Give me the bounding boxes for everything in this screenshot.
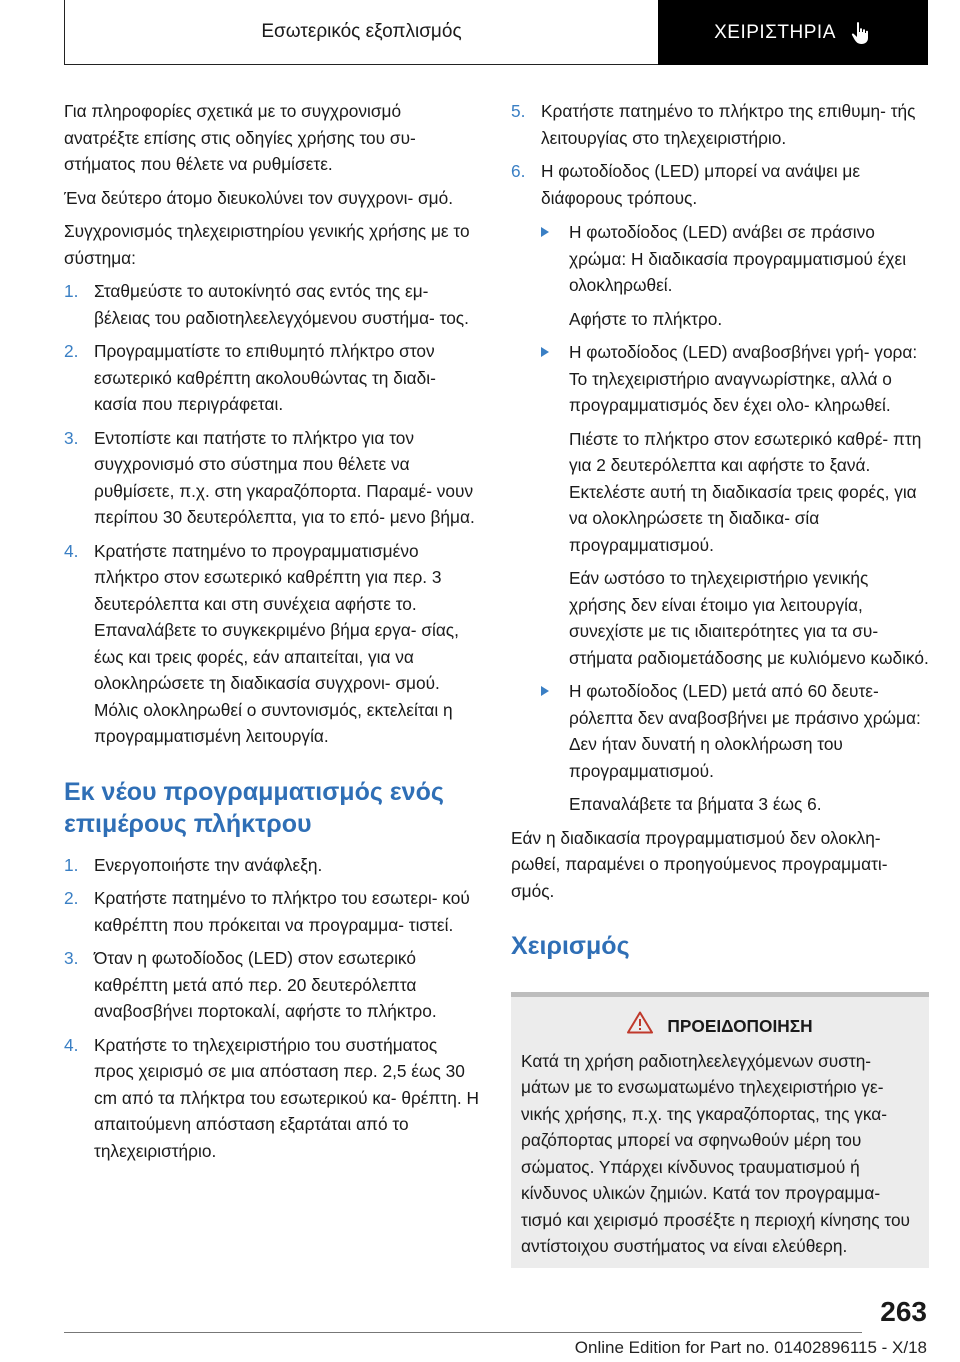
list-item	[511, 219, 929, 299]
step-number: 4.	[64, 540, 79, 561]
list-item	[64, 885, 480, 938]
step-number: 3.	[64, 427, 79, 448]
list-item	[511, 678, 929, 784]
step-number: 2.	[64, 888, 79, 908]
operation-heading: Χειρισμός	[511, 932, 630, 960]
step-text: Κρατήστε το τηλεχειριστήριο του συστήματος προς χειρισμό σε μια απόσταση περ. 2,5 έως 30 cm από τα πλήκτρα του εσωτερικού κα- θρέπτη. Η απαιτούμενη απόσταση εξαρτάται από το τηλεχειριστήριο.	[94, 1034, 479, 1161]
warning-triangle-icon	[627, 1011, 653, 1042]
led-states-list	[511, 219, 929, 299]
step-number: 3.	[64, 948, 79, 968]
fallback-paragraph: Εάν η διαδικασία προγραμματισμού δεν ολοκλη- ρωθεί, παραμένει ο προηγούμενος προγραμματι- σμός.	[511, 827, 888, 901]
step-number: 2.	[64, 341, 79, 361]
led-state-text: Η φωτοδίοδος (LED) μετά από 60 δευτε- ρόλεπτα δεν αναβοσβήνει με πράσινο χρώμα: Δεν ήταν δυνατή η ολοκλήρωση του προγραμματισμού.	[569, 681, 921, 781]
triangle-bullet-icon	[541, 347, 549, 357]
page-header	[64, 0, 928, 65]
led-states-list	[511, 339, 929, 419]
step-text: Η φωτοδίοδος (LED) μπορεί να ανάψει με διάφορους τρόπους.	[541, 161, 861, 208]
step-text: Κρατήστε πατημένο το πλήκτρο του εσωτερι- κού καθρέπτη που πρόκειται να προγραμμα- τιστεί.	[94, 888, 470, 935]
led-state-text: Η φωτοδίοδος (LED) ανάβει σε πράσινο χρώμα: Η διαδικασία προγραμματισμού έχει ολοκληρωθεί.	[569, 222, 907, 295]
step-text: Όταν η φωτοδίοδος (LED) στον εσωτερικό καθρέπτη μετά από περ. 20 δευτερόλεπτα αναβοσβήνει πορτοκαλί, αφήστε το πλήκτρο.	[94, 948, 437, 1021]
list-item	[64, 1032, 480, 1165]
footer-divider	[64, 1332, 862, 1333]
left-column	[64, 98, 480, 1172]
list-item	[511, 98, 929, 151]
step-number: 4.	[64, 1034, 79, 1055]
led-state-note: Εάν ωστόσο το τηλεχειριστήριο γενικής χρήσης δεν είναι έτοιμο για λειτουργία, συνεχίστε με τις ιδιαιτερότητες για τα συ- στήματα ραδιομετάδοσης με κυλιόμενο κωδικό.	[569, 568, 929, 668]
sync-intro-paragraph: Συγχρονισμός τηλεχειριστηρίου γενικής χρήσης με το σύστημα:	[64, 221, 470, 268]
step-text: Σταθμεύστε το αυτοκίνητό σας εντός της εμ- βέλειας του ραδιοτηλεελεγχόμενου συστήμα- τος.	[94, 281, 469, 328]
warning-header	[521, 1011, 919, 1042]
step-text: Εντοπίστε και πατήστε το πλήκτρο για τον συγχρονισμό στο σύστημα που θέλετε να ρυθμίσετε, π.χ. στη γκαραζόπορτα. Παραμέ- νουν περίπου 30 δευτερόλεπτα, για το επό- μενο βήμα.	[94, 427, 475, 527]
step-number: 1.	[64, 854, 79, 875]
chapter-label: ΧΕΙΡΙΣΤΗΡΙΑ	[714, 21, 836, 43]
section-title: Εσωτερικός εξοπλισμός	[64, 0, 658, 65]
step-number: 6.	[511, 161, 526, 181]
list-item	[64, 538, 480, 750]
triangle-bullet-icon	[541, 686, 549, 696]
manual-chapter-tab	[658, 0, 928, 65]
list-item	[64, 278, 480, 331]
step-text: Κρατήστε πατημένο το προγραμματισμένο πλήκτρο στον εσωτερικό καθρέπτη για περ. 3 δευτερόλεπτα και στη συνέχεια αφήστε το. Επαναλάβετε το συγκεκριμένο βήμα εργα- σίας, έως και τρεις φορές, εάν απαιτείται, για να ολοκληρώσετε τη διαδικασία συγχρονι- σμού. Μόλις ολοκληρωθεί ο συντονισμός, εκτελείται η προγραμματισμένη λειτουργία.	[94, 540, 459, 746]
led-state-note: Αφήστε το πλήκτρο.	[569, 308, 723, 329]
reprogram-heading: Εκ νέου προγραμματισμός ενός επιμέρους πλήκτρου	[64, 777, 444, 838]
step-text: Προγραμματίστε το επιθυμητό πλήκτρο στον εσωτερικό καθρέπτη ακολουθώντας τη διαδι- κασία που περιγράφεται.	[94, 341, 436, 414]
intro-paragraph: Για πληροφορίες σχετικά με το συγχρονισμό ανατρέξτε επίσης στις οδηγίες χρήσης του συ- στήματος που θέλετε να ρυθμίσετε.	[64, 101, 416, 174]
hand-pointer-icon	[850, 21, 872, 45]
list-item	[511, 339, 929, 419]
edition-footer: Online Edition for Part no. 01402896115 - X/18	[574, 1338, 927, 1357]
warning-title: ΠΡΟΕΙΔΟΠΟΙΗΣΗ	[667, 1016, 813, 1036]
led-state-note: Πιέστε το πλήκτρο στον εσωτερικό καθρέ- πτη για 2 δευτερόλεπτα και αφήστε το ξανά. Εκτελέστε αυτή τη διαδικασία τρεις φορές, για να ολοκληρώσετε τη διαδικα- σία προγραμματισμού.	[569, 428, 922, 555]
led-state-note: Επαναλάβετε τα βήματα 3 έως 6.	[569, 794, 822, 814]
step-number: 1.	[64, 281, 79, 301]
page-number: 263	[880, 1296, 927, 1327]
list-item	[64, 425, 480, 531]
reprogram-steps-list	[64, 852, 480, 1165]
sync-steps-list	[64, 278, 480, 750]
helper-paragraph: Ένα δεύτερο άτομο διευκολύνει τον συγχρονι- σμό.	[64, 187, 454, 208]
led-state-text: Η φωτοδίοδος (LED) αναβοσβήνει γρή- γορα: Το τηλεχειριστήριο αναγνωρίστηκε, αλλά ο προγραμματισμός δεν έχει ολο- κληρωθεί.	[569, 342, 918, 415]
right-column	[511, 98, 929, 1268]
step-text: Κρατήστε πατημένο το πλήκτρο της επιθυμη- τής λειτουργίας στο τηλεχειριστήριο.	[541, 101, 916, 148]
list-item	[64, 852, 480, 879]
step-number: 5.	[511, 101, 526, 121]
list-item	[64, 945, 480, 1025]
list-item	[511, 158, 929, 211]
triangle-bullet-icon	[541, 227, 549, 237]
warning-text: Κατά τη χρήση ραδιοτηλεελεγχόμενων συστη- μάτων με το ενσωματωμένο τηλεχειριστήριο γε- νικής χρήσης, π.χ. της γκαραζόπορτας, της γκα- ραζόπορτας μπορεί να σφηνωθούν μέρη του σώματος. Υπάρχει κίνδυνος τραυματισμού ή κίνδυνος υλικών ζημιών. Κατά τον προγραμμα- τισμό και χειρισμό προσέξτε η περιοχή κίνησης του αντίστοιχου συστήματος να είναι ελεύθερη.	[521, 1050, 911, 1256]
step-text: Ενεργοποιήστε την ανάφλεξη.	[94, 854, 323, 875]
reprogram-steps-continued	[511, 98, 929, 211]
list-item	[64, 338, 480, 418]
led-states-list	[511, 678, 929, 784]
warning-box	[511, 992, 929, 1268]
